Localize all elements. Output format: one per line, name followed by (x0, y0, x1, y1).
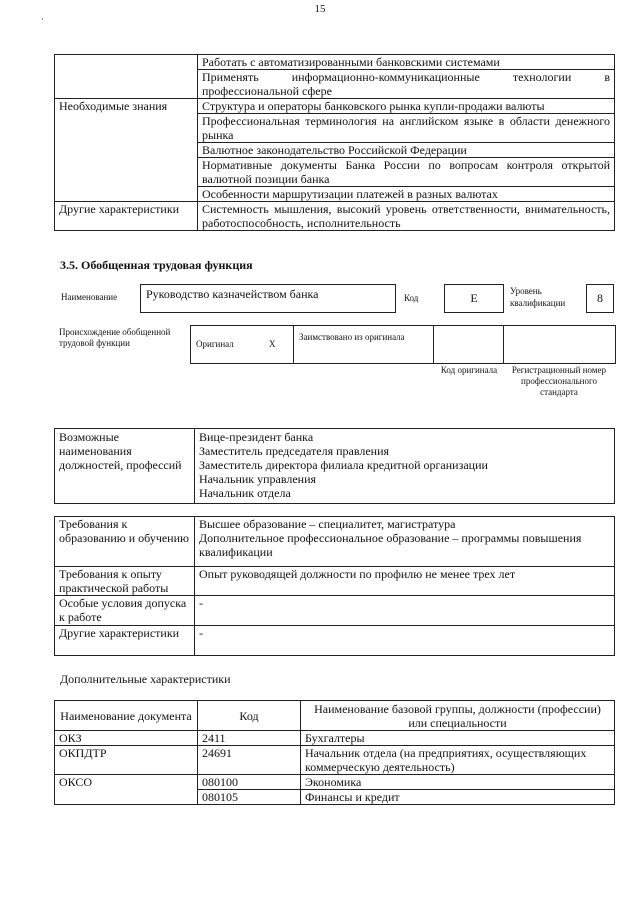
row-value: Структура и операторы банковского рынка купли-продажи валюты (198, 99, 615, 114)
qualification-level-box: 8 (586, 284, 614, 313)
row-value: Системность мышления, высокий уровень ответственности, внимательность, работоспособность, исполнительность (198, 202, 615, 231)
table-row (55, 567, 615, 596)
original-code-cell (434, 326, 504, 364)
table-row (55, 596, 615, 626)
list-item: Заместитель председателя правления (199, 444, 390, 458)
column-header: Код (198, 701, 301, 731)
row-label: Необходимые знания (55, 99, 198, 202)
doc-cell: ОКЗ (55, 731, 198, 746)
name-cell: Финансы и кредит (301, 790, 615, 805)
registration-number-cell (504, 326, 616, 364)
additional-characteristics-table (54, 700, 615, 805)
qualification-level-label: Уровень квалификации (510, 286, 566, 308)
code-label: Код (404, 293, 419, 303)
original-label: Оригинал (191, 326, 252, 364)
list-item: Начальник управления (199, 472, 317, 486)
requirements-table (54, 516, 615, 656)
name-cell: Начальник отдела (на предприятиях, осуществляющих коммерческую деятельность) (301, 746, 615, 775)
row-value: Работать с автоматизированными банковскими системами (198, 55, 615, 70)
origin-label: Происхождение обобщенной трудовой функции (59, 327, 171, 348)
skills-knowledge-table (54, 54, 615, 231)
row-value: Валютное законодательство Российской Федерации (198, 143, 615, 158)
function-code-box: E (444, 284, 504, 313)
list-item: Начальник отдела (199, 486, 291, 500)
requirement-label: Другие характеристики (55, 626, 195, 656)
additional-heading: Дополнительные характеристики (60, 672, 231, 686)
code-cell: 2411 (198, 731, 301, 746)
list-item: Вице-президент банка (199, 430, 314, 444)
positions-list (195, 429, 615, 504)
requirement-label: Требования к опыту практической работы (55, 567, 195, 596)
table-row (55, 746, 615, 775)
code-cell: 080100 (198, 775, 301, 790)
section-heading: 3.5. Обобщенная трудовая функция (60, 258, 253, 272)
requirement-value: - (195, 626, 615, 656)
table-row (55, 517, 615, 567)
row-label: Другие характеристики (55, 202, 198, 231)
name-label: Наименование (61, 292, 118, 302)
name-cell: Бухгалтеры (301, 731, 615, 746)
requirement-label: Требования к образованию и обучению (55, 517, 195, 567)
column-header: Наименование базовой группы, должности (профессии) или специальности (301, 701, 615, 731)
function-name-box: Руководство казначейством банка (140, 284, 396, 313)
original-code-caption: Код оригинала (440, 365, 498, 375)
requirement-line: Высшее образование – специалитет, магистратура (199, 517, 456, 531)
row-label (55, 55, 198, 99)
doc-cell: ОКПДТР (55, 746, 198, 775)
table-header-row (55, 701, 615, 731)
origin-table (190, 325, 616, 364)
table-row (55, 429, 615, 504)
positions-table (54, 428, 615, 504)
requirement-line: Дополнительное профессиональное образование – программы повышения квалификации (199, 531, 582, 559)
table-row (55, 202, 615, 231)
table-row (55, 99, 615, 114)
requirement-label: Особые условия допуска к работе (55, 596, 195, 626)
requirement-value: - (195, 596, 615, 626)
borrowed-label: Заимствовано из оригинала (294, 326, 434, 364)
requirement-value (195, 517, 615, 567)
code-cell: 080105 (198, 790, 301, 805)
table-row (55, 55, 615, 70)
code-cell: 24691 (198, 746, 301, 775)
row-value: Профессиональная терминология на английском языке в области денежного рынка (198, 114, 615, 143)
table-row (55, 775, 615, 790)
original-mark: X (252, 326, 294, 364)
table-row (55, 626, 615, 656)
page-number: 15 (314, 3, 326, 15)
table-row (55, 731, 615, 746)
row-value: Нормативные документы Банка России по вопросам контроля открытой валютной позиции банка (198, 158, 615, 187)
name-cell: Экономика (301, 775, 615, 790)
list-item: Заместитель директора филиала кредитной организации (199, 458, 488, 472)
row-value: Применять информационно-коммуникационные технологии в профессиональной сфере (198, 70, 615, 99)
registration-number-caption: Регистрационный номер профессионального стандарта (511, 365, 607, 397)
positions-label: Возможные наименования должностей, профессий (55, 429, 195, 504)
corner-mark: · (41, 14, 44, 24)
column-header: Наименование документа (55, 701, 198, 731)
doc-cell: ОКСО (55, 775, 198, 805)
requirement-value: Опыт руководящей должности по профилю не менее трех лет (195, 567, 615, 596)
row-value: Особенности маршрутизации платежей в разных валютах (198, 187, 615, 202)
